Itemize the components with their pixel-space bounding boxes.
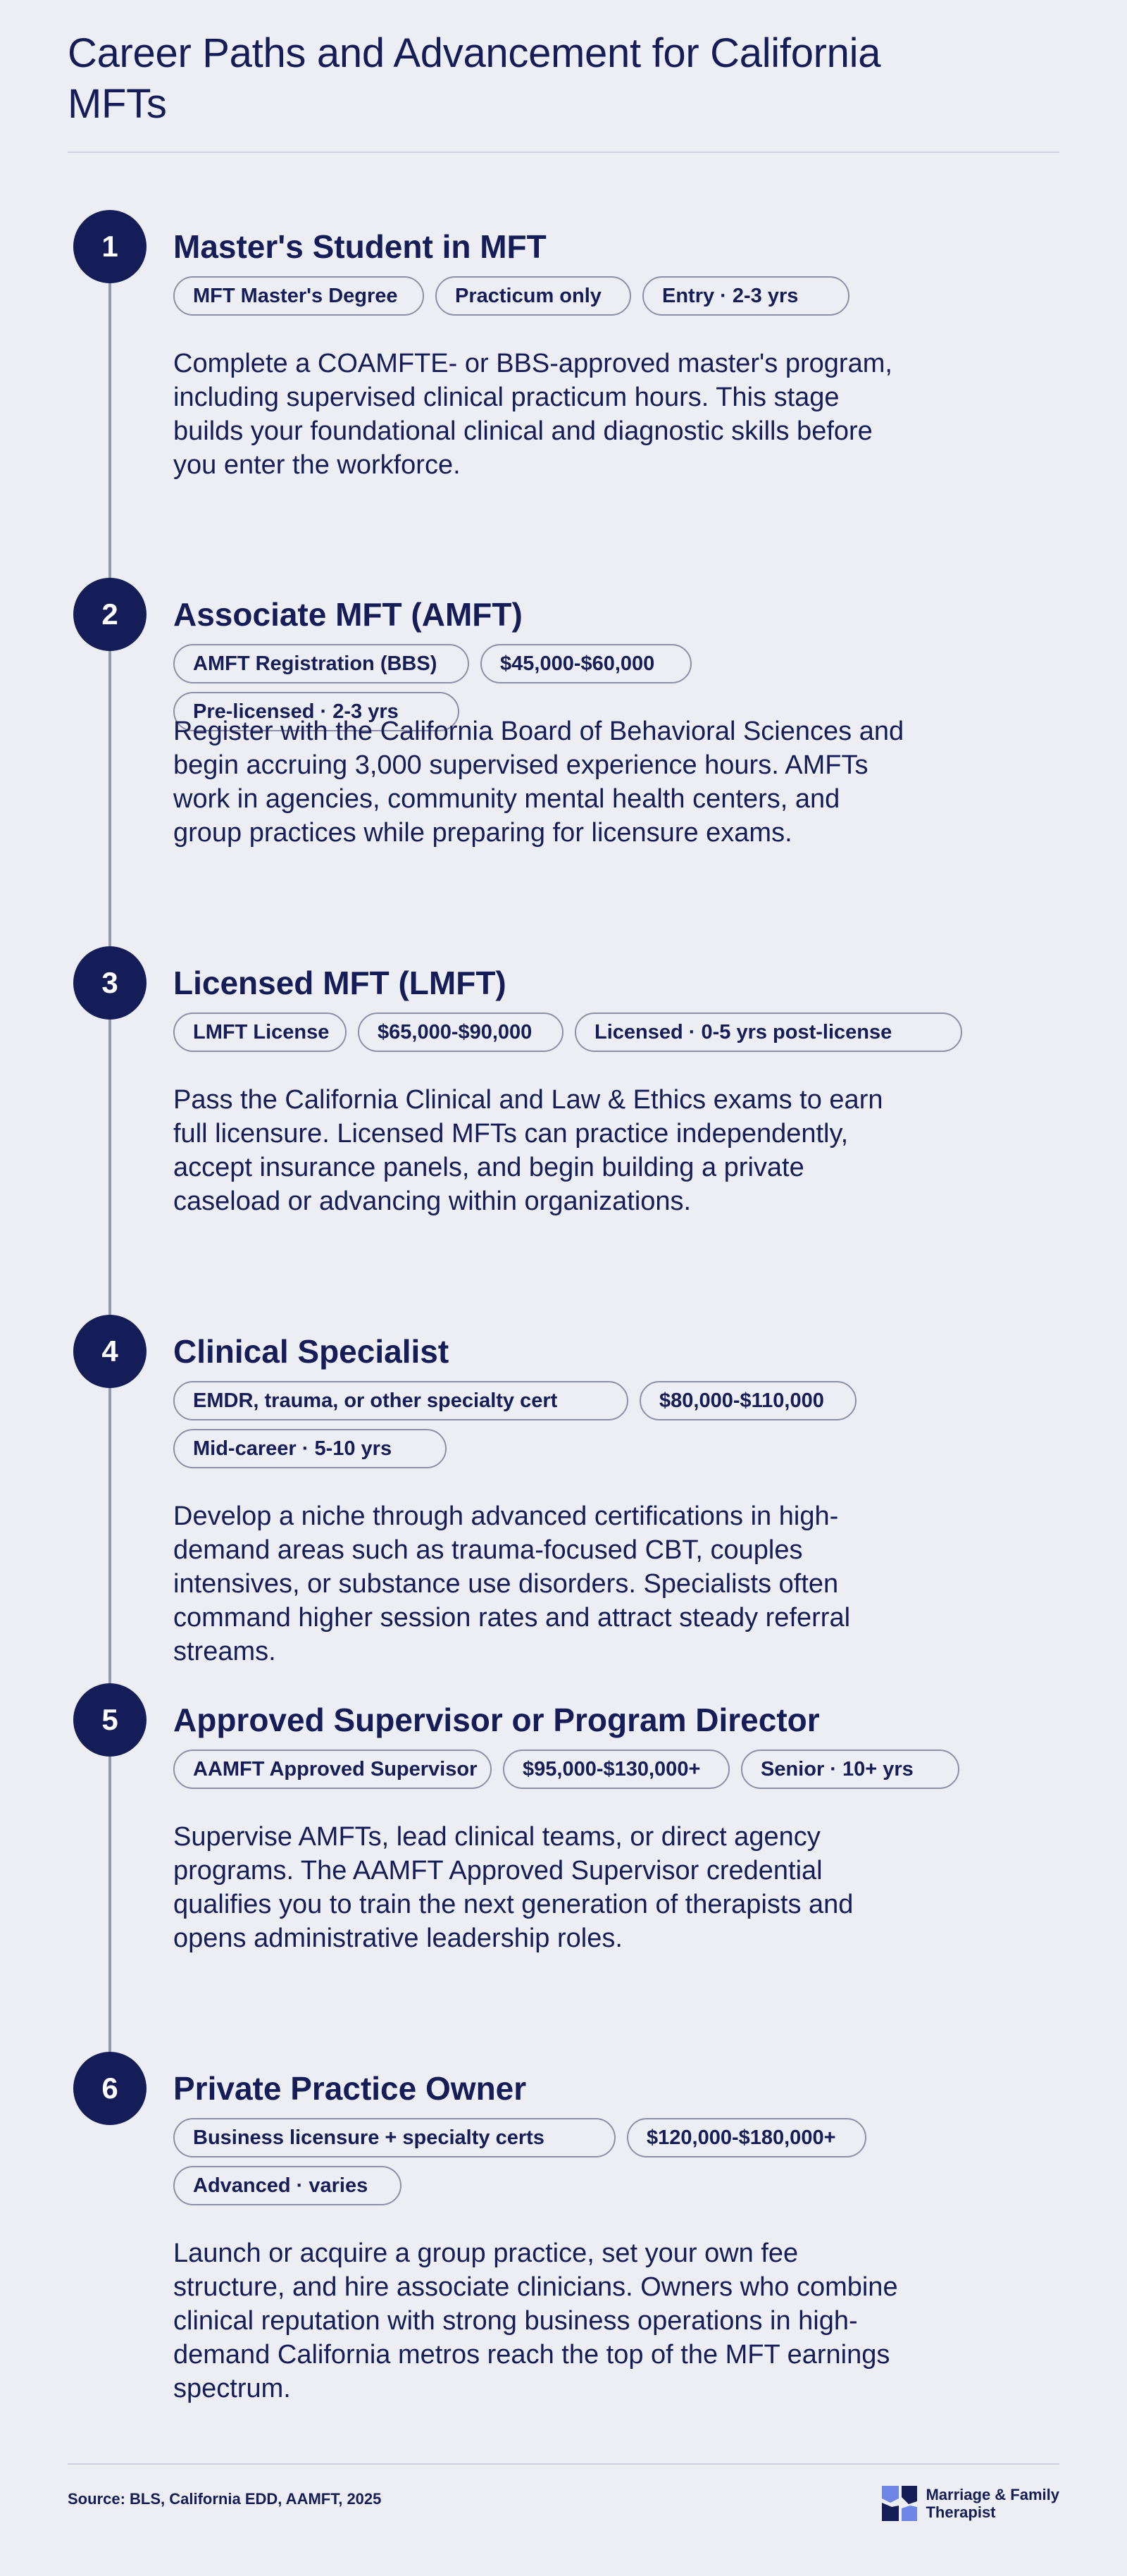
salary-tag: Practicum only <box>435 276 631 316</box>
stage-description: Pass the California Clinical and Law & Ethics exams to earn full licensure. Licensed MFTs can practice independently, accept insurance panels, and begin building a private caseload or advancing within organizations. <box>173 1085 883 1216</box>
stage-number-badge: 4 <box>73 1315 147 1388</box>
credential-tag: AMFT Registration (BBS) <box>173 644 469 683</box>
credential-tag: Business licensure + specialty certs <box>173 2118 616 2157</box>
stage-title: Clinical Specialist <box>173 1333 449 1370</box>
credential-tag: AAMFT Approved Supervisor <box>173 1750 492 1789</box>
page-title: Career Paths and Advancement for California MFTs <box>68 30 881 127</box>
source-citation: Source: BLS, California EDD, AAMFT, 2025 <box>68 2490 382 2508</box>
credential-tag: LMFT License <box>173 1013 347 1052</box>
salary-tag: $95,000-$130,000+ <box>503 1750 730 1789</box>
stage-description: Supervise AMFTs, lead clinical teams, or direct agency programs. The AAMFT Approved Supervisor credential qualifies you to train the next generation of therapists and opens administrative leadership roles. <box>173 1822 854 1953</box>
stage-description: Complete a COAMFTE- or BBS-approved master's program, including supervised clinical practicum hours. This stage builds your foundational clinical and diagnostic skills before you enter the workforce. <box>173 349 892 480</box>
stage-title: Master's Student in MFT <box>173 228 547 265</box>
footer-divider <box>68 2463 1059 2465</box>
stage-title: Approved Supervisor or Program Director <box>173 1702 820 1738</box>
career-level-tag: Advanced · varies <box>173 2166 401 2205</box>
credential-tag: EMDR, trauma, or other specialty cert <box>173 1381 628 1420</box>
credential-tag: MFT Master's Degree <box>173 276 424 316</box>
brand-logo-icon <box>880 2484 919 2522</box>
header-divider <box>68 151 1059 153</box>
career-level-tag: Pre-licensed · 2-3 yrs <box>173 692 459 731</box>
brand-name <box>926 2486 1059 2521</box>
stage-tags <box>173 1750 976 1789</box>
stage-title: Licensed MFT (LMFT) <box>173 965 506 1001</box>
stage-number-badge: 1 <box>73 210 147 283</box>
stage-number-badge: 2 <box>73 578 147 651</box>
stage-description: Develop a niche through advanced certifications in high-demand areas such as trauma-focused CBT, couples intensives, or substance use disorders. Specialists often command higher session rates and attract steady referral streams. <box>173 1501 851 1666</box>
timeline-line <box>108 247 111 2079</box>
brand-mark <box>880 2484 1059 2522</box>
career-level-tag: Senior · 10+ yrs <box>741 1750 959 1789</box>
salary-tag: $65,000-$90,000 <box>358 1013 564 1052</box>
stage-tags <box>173 1013 976 1052</box>
stage-number-badge: 5 <box>73 1683 147 1757</box>
stage-description: Launch or acquire a group practice, set your own fee structure, and hire associate clinicians. Owners who combine clinical reputation with strong business operations in high-demand California metros reach the top of the MFT earnings spectrum. <box>173 2238 898 2403</box>
stage-number-badge: 3 <box>73 946 147 1020</box>
stage-title: Private Practice Owner <box>173 2070 527 2107</box>
salary-tag: $80,000-$110,000 <box>640 1381 857 1420</box>
career-level-tag: Entry · 2-3 yrs <box>642 276 849 316</box>
brand-name-line: Marriage & Family <box>926 2486 1059 2503</box>
stage-tags <box>173 276 976 316</box>
career-level-tag: Mid-career · 5-10 yrs <box>173 1429 447 1468</box>
salary-tag: $45,000-$60,000 <box>480 644 692 683</box>
stage-description: Register with the California Board of Behavioral Sciences and begin accruing 3,000 supervised experience hours. AMFTs work in agencies, community mental health centers, and group practices while preparing for licensure exams. <box>173 717 904 848</box>
stage-title: Associate MFT (AMFT) <box>173 596 523 633</box>
salary-tag: $120,000-$180,000+ <box>627 2118 866 2157</box>
stage-tags <box>173 2118 976 2205</box>
stage-tags <box>173 1381 976 1468</box>
stage-number-badge: 6 <box>73 2052 147 2125</box>
career-level-tag: Licensed · 0-5 yrs post-license <box>575 1013 962 1052</box>
brand-name-line: Therapist <box>926 2503 996 2521</box>
